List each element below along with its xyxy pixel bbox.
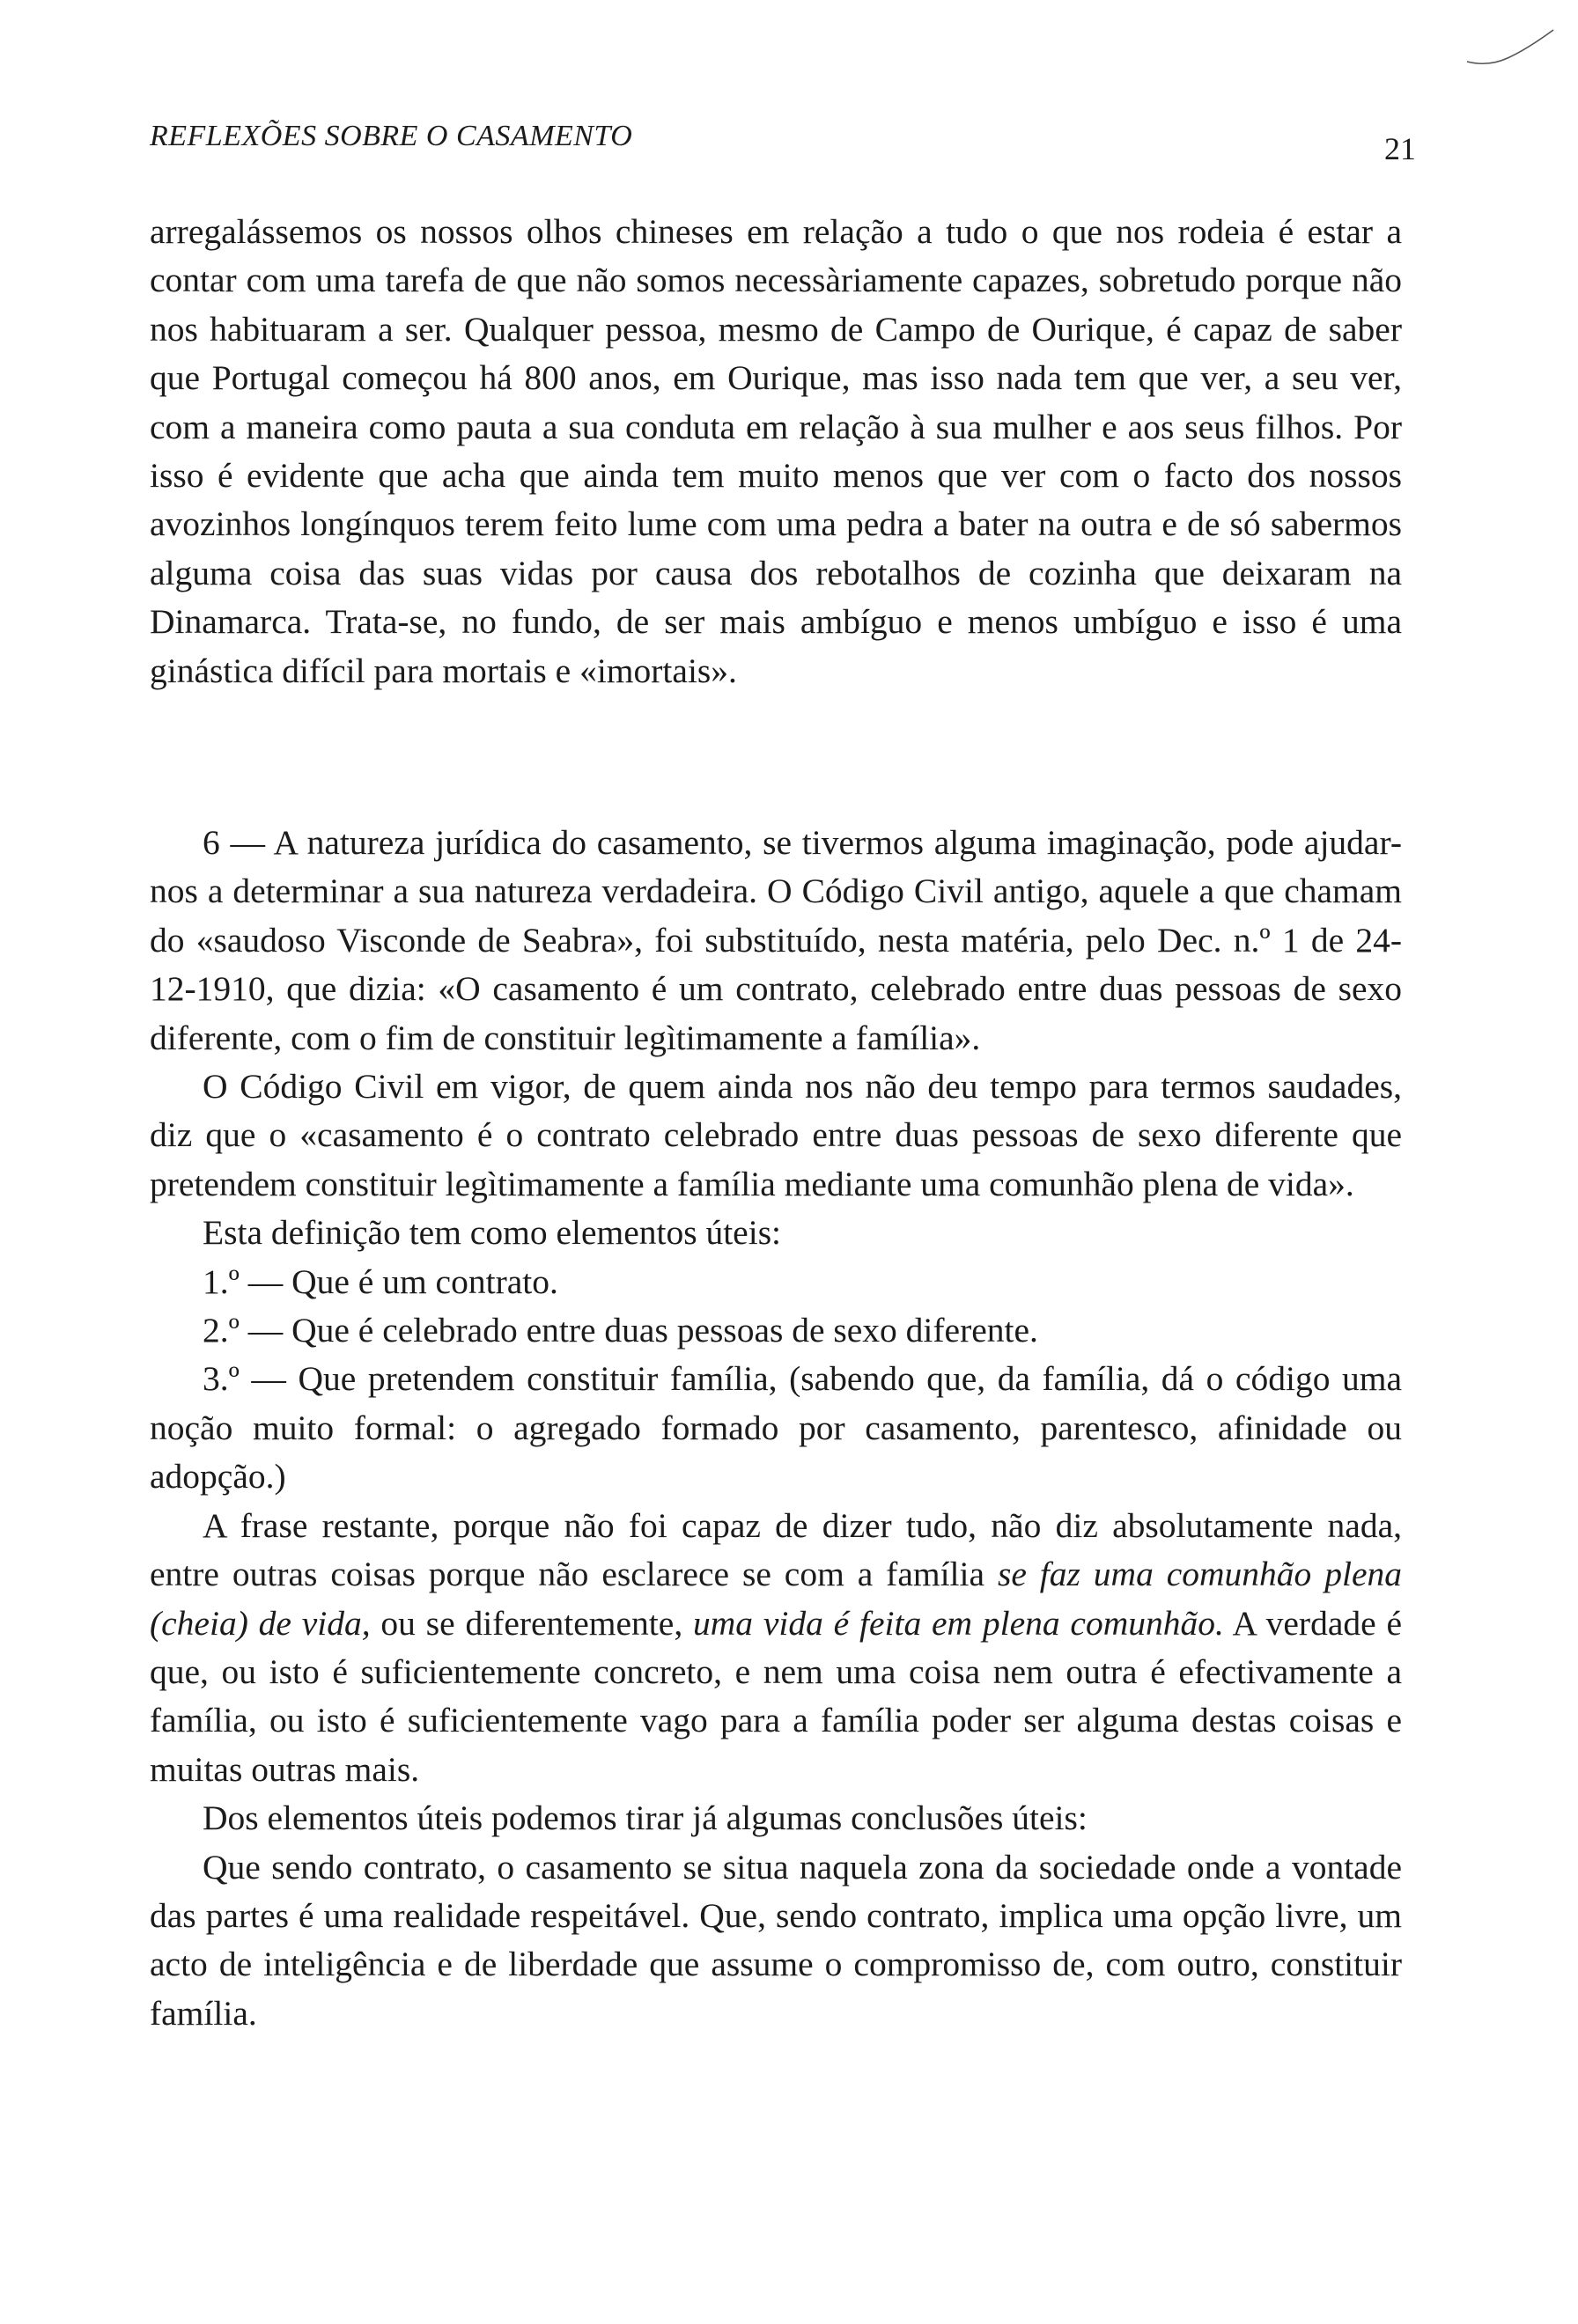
pencil-mark — [1462, 26, 1559, 70]
paragraph: arregalássemos os nossos olhos chineses em relação a tudo o que nos rodeia é estar a contar com uma tarefa de que não somos necessàriamente capazes, sobretudo porque não nos habituaram a ser. Qualquer pessoa, mesmo de Campo de Ourique, é capaz de saber que Portugal começou há 800 anos, em Ourique, mas isso nada tem que ver, a seu ver, com a maneira como pauta a sua conduta em relação à sua mulher e aos seus filhos. Por isso é evidente que acha que ainda tem muito menos que ver com o facto dos nossos avozinhos longínquos terem feito lume com uma pedra a bater na outra e de só sabermos alguma coisa das suas vidas por causa dos rebotalhos de cozinha que deixaram na Dinamarca. Trata-se, no fundo, de ser mais ambíguo e menos umbíguo e isso é uma ginástica difícil para mortais e «imortais». — [150, 212, 1402, 690]
text-block-continuation — [150, 208, 1402, 695]
list-item: 1.º — Que é um contrato. — [203, 1261, 558, 1301]
section-6-paragraph: 6 — A natureza jurídica do casamento, se tivermos alguma imaginação, pode ajudar-nos a determinar a sua natureza verdadeira. O Código Civil antigo, aquele a que chamam do «saudoso Visconde de Seabra», foi substituído, nesta matéria, pelo Dec. n.º 1 de 24-12-1910, que dizia: «O casamento é um contrato, celebrado entre duas pessoas de sexo diferente, com o fim de constituir legìtimamente a família». — [150, 823, 1402, 1057]
page-number: 21 — [1384, 131, 1416, 166]
paragraph — [150, 1502, 1402, 1794]
italic-phrase: se faz uma comunhão plena (cheia) de vida, — [150, 1555, 1402, 1643]
italic-phrase: uma vida é feita em plena comunhão. — [693, 1603, 1224, 1643]
paragraph: Esta definição tem como elementos úteis: — [203, 1213, 782, 1253]
list-item: 3.º — Que pretendem constituir família, (sabendo que, da família, dá o código uma noção muito formal: o agregado formado por casamento, parentesco, afinidade ou adopção.) — [150, 1359, 1402, 1497]
running-head: REFLEXÕES SOBRE O CASAMENTO — [150, 120, 633, 152]
paragraph: Dos elementos úteis podemos tirar já algumas conclusões úteis: — [203, 1798, 1088, 1838]
text-span: A verdade é que, ou isto é suficientemente concreto, e nem uma coisa nem outra é efectivamente a família, ou isto é suficientemente vago para a família poder ser alguma destas coisas e muitas outras mais. — [150, 1603, 1402, 1789]
paragraph: O Código Civil em vigor, de quem ainda nos não deu tempo para termos saudades, diz que o «casamento é o contrato celebrado entre duas pessoas de sexo diferente que pretendem constituir legìtimamente a família mediante uma comunhão plena de vida». — [150, 1067, 1402, 1203]
list-item: 2.º — Que é celebrado entre duas pessoas de sexo diferente. — [203, 1311, 1038, 1350]
text-span: A frase restante, porque não foi capaz de dizer tudo, não diz absolutamente nada, entre outras coisas porque não esclarece se com a família — [150, 1505, 1402, 1594]
text-block-section-6 — [150, 819, 1402, 2038]
text-span: ou se diferentemente, — [370, 1603, 693, 1643]
paragraph: Que sendo contrato, o casamento se situa naquela zona da sociedade onde a vontade das partes é uma realidade respeitável. Que, sendo contrato, implica uma opção livre, um acto de inteligência e de liberdade que assume o compromisso de, com outro, constituir família. — [150, 1847, 1402, 2033]
